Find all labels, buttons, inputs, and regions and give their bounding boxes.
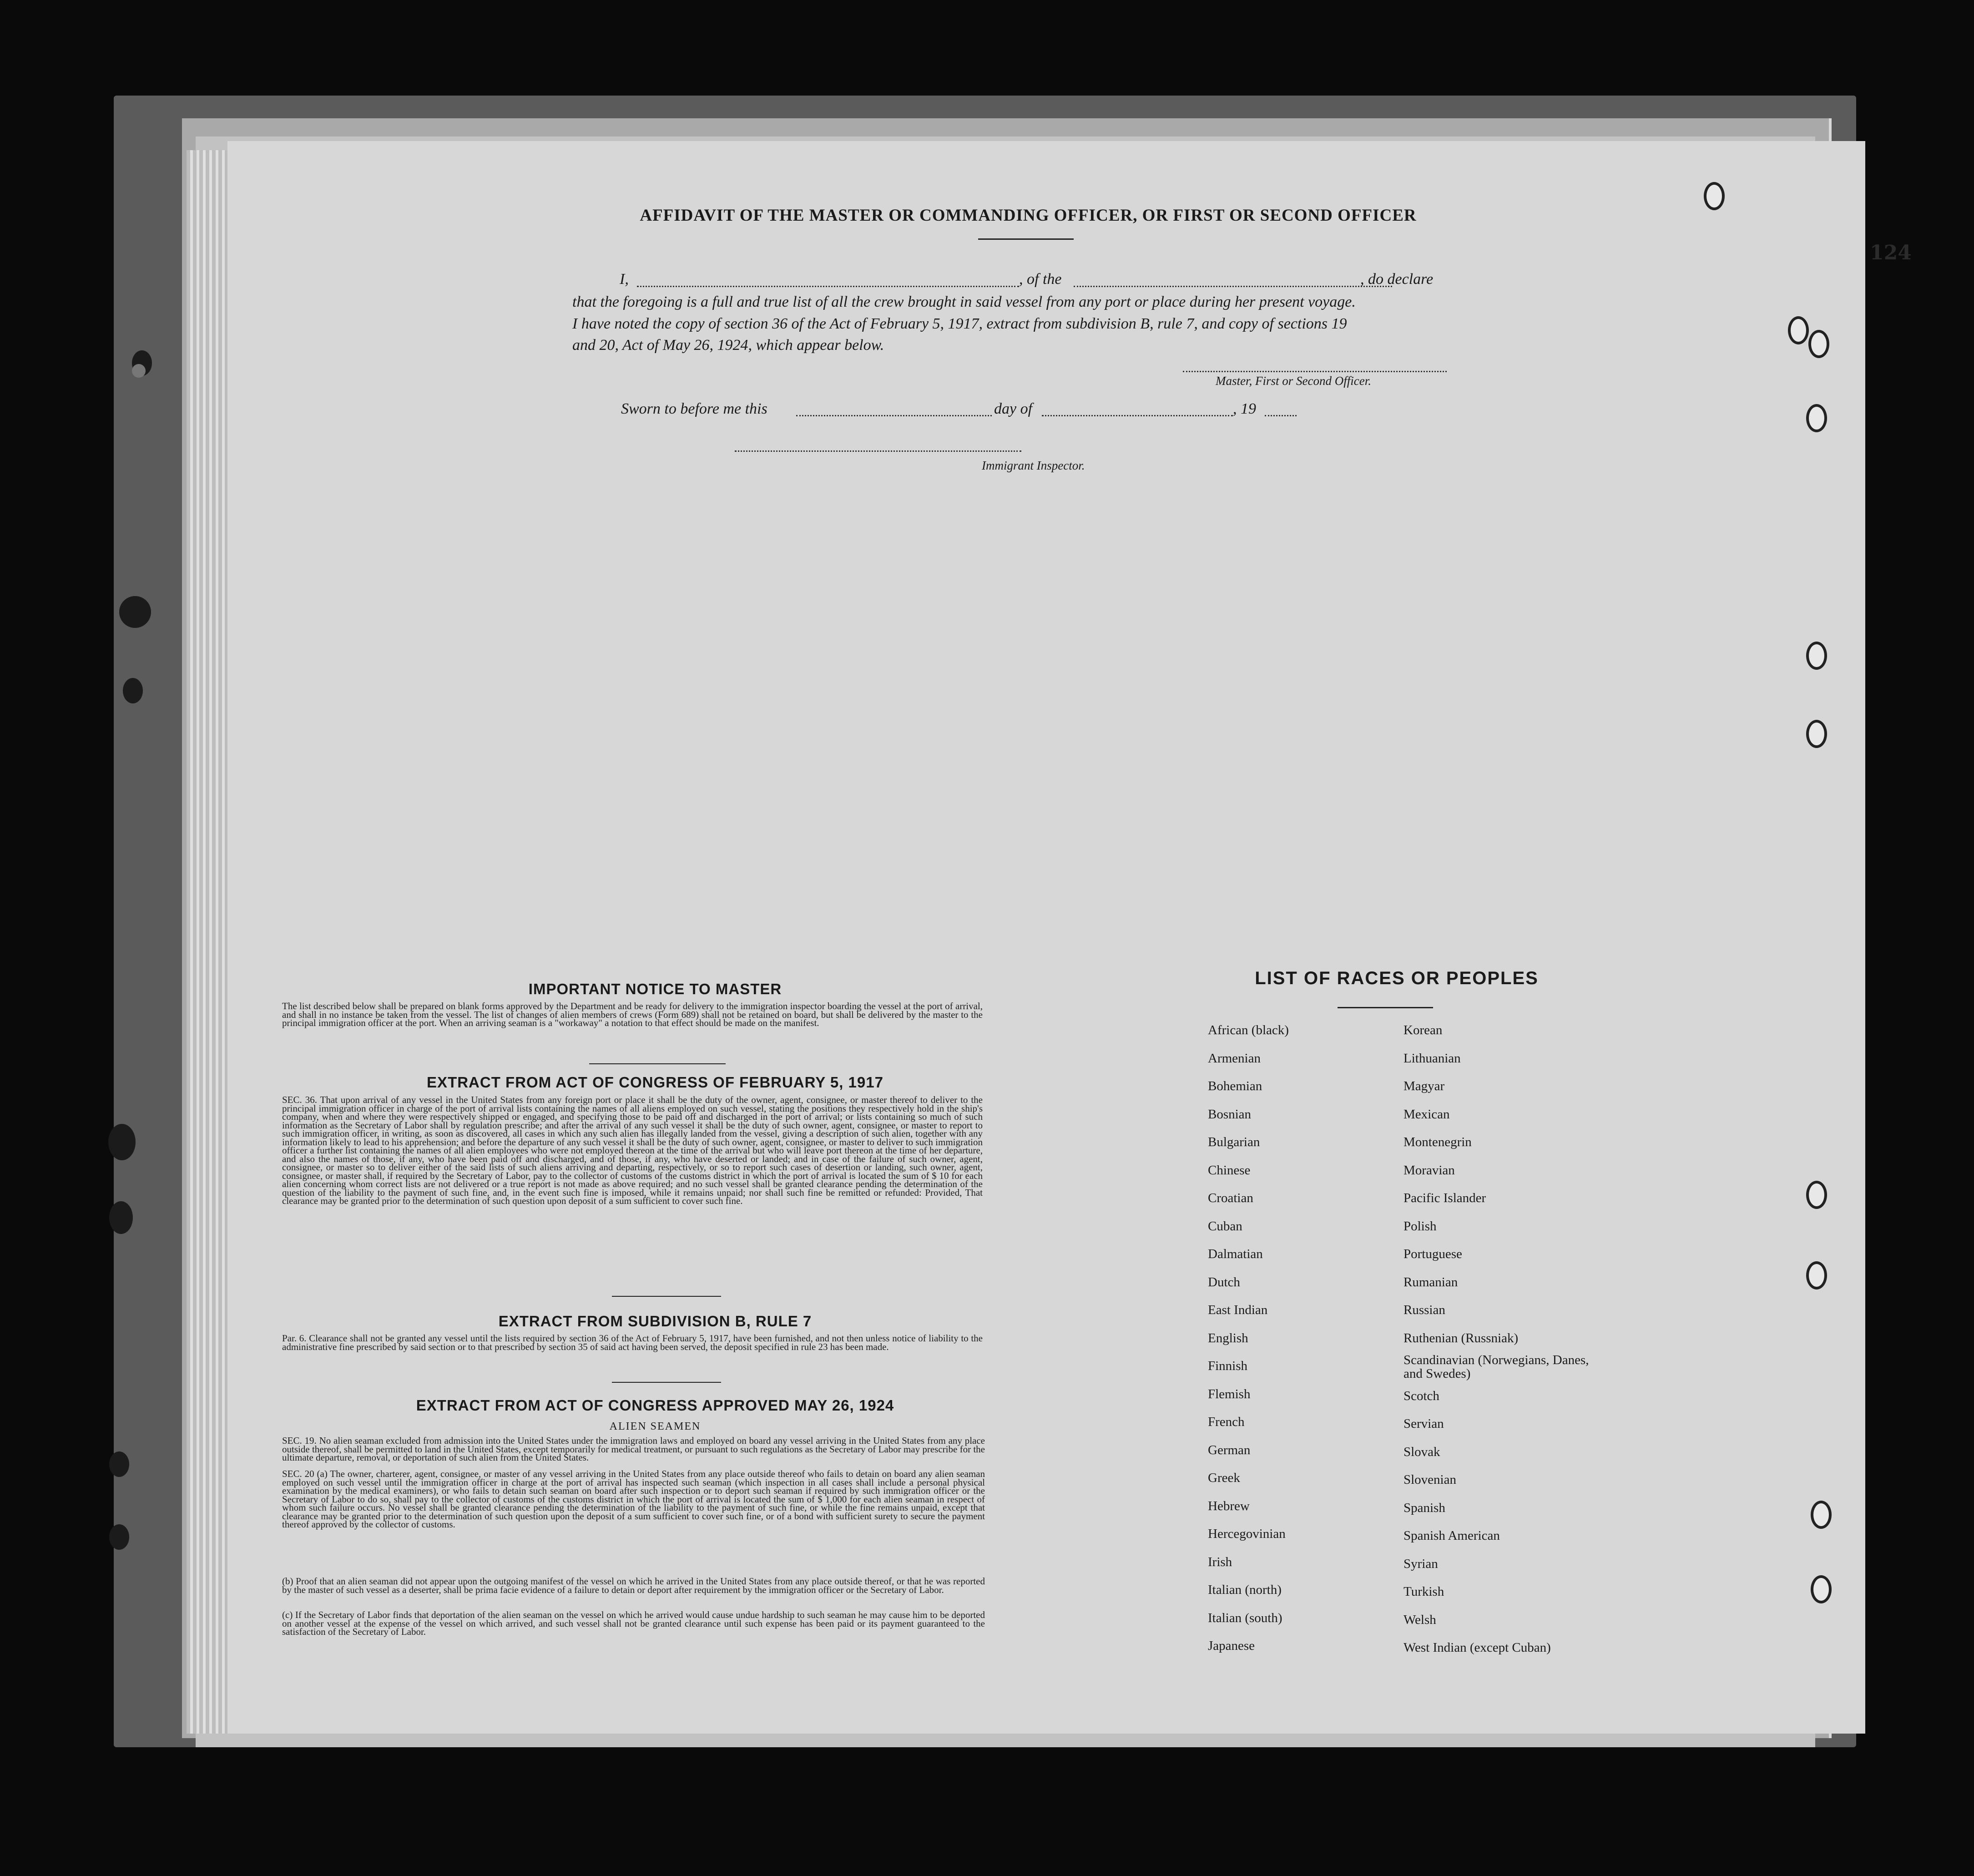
- race-item: Portuguese: [1404, 1247, 1462, 1261]
- race-item: Lithuanian: [1404, 1051, 1461, 1066]
- section-divider: [612, 1382, 721, 1383]
- race-item: French: [1208, 1415, 1245, 1429]
- binder-hole-icon: [1811, 1501, 1832, 1529]
- extract-1924-sec19: SEC. 19. No alien seaman excluded from admission into the United States under the immigration laws and employed on board any vessel arriving in the United States from any place outside thereof, shall be permitted to land in the United States, except temporarily for medical treatment, or pursuant to such regulations as the Secretary of Labor may prescribe for the ultimate departure, removal, or deportation of such alien from the United States.: [282, 1435, 985, 1463]
- binder-hole-icon: [1788, 316, 1809, 344]
- race-item: West Indian (except Cuban): [1404, 1640, 1551, 1655]
- races-title-underline: [1338, 1007, 1433, 1008]
- affidavit-line-4: and 20, Act of May 26, 1924, which appear below.: [572, 337, 884, 354]
- binder-hole-icon: [109, 1451, 129, 1477]
- section-divider: [589, 1063, 726, 1064]
- race-item: Servian: [1404, 1416, 1444, 1431]
- race-item: Welsh: [1404, 1612, 1436, 1627]
- binder-hole-icon: [1811, 1575, 1832, 1603]
- binder-hole-icon: [108, 1124, 136, 1160]
- race-item: Hercegovinian: [1208, 1527, 1286, 1541]
- race-item: Slovak: [1404, 1444, 1440, 1459]
- race-item: Moravian: [1404, 1163, 1455, 1178]
- binder-hole-icon: [119, 596, 151, 628]
- race-item: African (black): [1208, 1023, 1289, 1037]
- binder-hole-icon: [1806, 1261, 1827, 1289]
- extract-rule7-title: EXTRACT FROM SUBDIVISION B, RULE 7: [498, 1313, 812, 1330]
- race-item: Magyar: [1404, 1079, 1445, 1093]
- extract-1924-sec20a: SEC. 20 (a) The owner, charterer, agent, consignee, or master of any vessel arriving in the United States from any place outside thereof who fails to detain on board any alien seaman employed on such vessel until the immigration officer in charge at the port of arrival has inspected such seaman (which inspection in all cases shall include a personal physical examination by the medical examiners), or who fails to detain such seaman on board after such inspection or to deport such seaman if required by such immigration officer or the Secretary of Labor to do so, shall pay to the collector of customs of the customs district in which the port of arrival is located the sum of $ 1,000 for each alien seaman in respect of whom such failure occurs. No vessel shall be granted clearance pending the determination of the liability to the payment of such fine, or while the fine remains unpaid, except that clearance may be granted prior to the determination of such question upon the deposit of a sum sufficient to cover such fine, or of a bond with sufficient surety to secure the payment thereof approved by the collector of customs.: [282, 1468, 985, 1530]
- affidavit-line-3: I have noted the copy of section 36 of the Act of February 5, 1917, extract from subdivision B, rule 7, and copy of sections 19: [572, 315, 1347, 332]
- title-underline: [978, 238, 1074, 240]
- binder-hole-icon: [1806, 720, 1827, 748]
- race-item: Finnish: [1208, 1359, 1248, 1373]
- binder-hole-icon: [123, 678, 143, 703]
- race-item: Armenian: [1208, 1051, 1261, 1066]
- race-item: Spanish American: [1404, 1528, 1500, 1543]
- race-item: Scandinavian (Norwegians, Danes, and Swedes): [1404, 1353, 1589, 1381]
- race-item: Flemish: [1208, 1386, 1251, 1401]
- race-item: Bosnian: [1208, 1107, 1252, 1122]
- name-blank-line: [637, 286, 1019, 287]
- year-label: , 19: [1233, 400, 1256, 417]
- race-item: Scotch: [1404, 1388, 1439, 1403]
- page-edge-stack: [187, 150, 232, 1734]
- race-item: Dutch: [1208, 1274, 1240, 1289]
- binder-hole-icon: [109, 1524, 129, 1550]
- race-item: Montenegrin: [1404, 1135, 1472, 1149]
- race-item: Croatian: [1208, 1191, 1253, 1205]
- master-signature-line: [1183, 371, 1447, 372]
- affidavit-of-label: , of the: [1019, 271, 1062, 288]
- year-blank: [1265, 415, 1297, 416]
- race-item: Italian (north): [1208, 1583, 1282, 1597]
- extract-1924-title: EXTRACT FROM ACT OF CONGRESS APPROVED MAY 26, 1924: [416, 1397, 894, 1414]
- race-item: Greek: [1208, 1471, 1240, 1485]
- binder-hole-icon: [1806, 642, 1827, 670]
- race-item: Chinese: [1208, 1163, 1251, 1178]
- notice-text: The list described below shall be prepared on blank forms approved by the Department and be ready for delivery to the immigration inspector boarding the vessel at the port of arrival, and shall in no instance be taken from the vessel. The list of changes of alien members of crews (Form 689) shall not be retained on board, but shall be delivered by the master to the principal immigration officer at the port. When an arriving seaman is a "workaway" a notation to that effect should be made on the manifest.: [282, 1001, 983, 1028]
- race-item: Ruthenian (Russniak): [1404, 1330, 1519, 1345]
- day-of-label: day of: [994, 400, 1033, 417]
- race-item: Syrian: [1404, 1556, 1438, 1571]
- race-item: Irish: [1208, 1554, 1232, 1569]
- race-item: Polish: [1404, 1219, 1437, 1234]
- race-item: English: [1208, 1330, 1248, 1345]
- binder-hole-icon: [1806, 404, 1827, 432]
- sworn-label: Sworn to before me this: [621, 400, 767, 417]
- race-item: Slovenian: [1404, 1472, 1456, 1487]
- inspector-signature-line: [735, 450, 1021, 452]
- alien-seamen-subtitle: ALIEN SEAMEN: [609, 1421, 701, 1432]
- race-item: Korean: [1404, 1023, 1443, 1037]
- section-divider: [612, 1296, 721, 1297]
- sworn-day-blank: [796, 415, 992, 416]
- binder-hole-icon: [1704, 182, 1725, 210]
- notice-title: IMPORTANT NOTICE TO MASTER: [528, 981, 782, 997]
- extract-1924-sec20b: (b) Proof that an alien seaman did not appear upon the outgoing manifest of the vessel on which he arrived in the United States from any place outside thereof, or that he was reported by the master of such vessel as a deserter, shall be prima facie evidence of a failure to detain or deport after requirement by the immigration officer or the Secretary of Labor.: [282, 1576, 985, 1595]
- race-item: Cuban: [1208, 1219, 1242, 1234]
- binder-hole-icon: [1808, 330, 1829, 358]
- race-item: Pacific Islander: [1404, 1191, 1486, 1205]
- race-item: Mexican: [1404, 1107, 1450, 1122]
- extract-1924-sec20c: (c) If the Secretary of Labor finds that deportation of the alien seaman on the vessel on which he arrived would cause undue hardship to such seaman he may cause him to be deported on another vessel at the expense of the vessel on which arrived, and such vessel shall not be granted clearance until such expense has been paid or its payment guaranteed to the satisfaction of the Secretary of Labor.: [282, 1609, 985, 1637]
- extract-1917-text: SEC. 36. That upon arrival of any vessel in the United States from any foreign port or place it shall be the duty of the owner, agent, consignee, or master thereof to deliver to the principal immigration officer in charge of the port of arrival lists containing the names of all aliens employed on such vessel, stating the positions they respectively hold in the ship's company, when and where they were respectively shipped or engaged, and specifying those to be paid off and discharged in the port of arrival; or lists containing so much of such information as the Secretary of Labor shall by regulation prescribe; and after the arrival of any such vessel it shall be the duty of such owner, agent, consignee, or master to report to such immigration officer, in writing, as soon as discovered, all cases in which any such alien has illegally landed from the vessel, giving a description of such alien, together with any information likely to lead to his apprehension; and before the departure of any such vessel it shall be the duty of such owner, agent, consignee, or master to deliver to such immigration officer a further list containing the names of all alien employees who were not employed thereon at the time of the arrival but who will leave port thereon at the time of her departure, and also the names of those, if any, who have been paid off and discharged, and of those, if any, who have deserted or landed; and in case of the failure of such owner, agent, consignee, or master so to deliver either of the said lists of such aliens arriving and departing, respectively, or so to report such cases of desertion or landing, such owner, agent, consignee, or master shall, if required by the Secretary of Labor, pay to the collector of customs of the customs district in which the port of arrival is located the sum of $ 10 for each alien concerning whom correct lists are not delivered or a true report is not made as above required; and no such vessel shall be granted clearance pending the determination of the question of the liability to the payment of such fine, and, in the event such fine is imposed, while it remains unpaid; nor shall such fine be remitted or refunded: Provided, That clearance may be granted prior to the determination of such question upon deposit of a sum sufficient to cover such fine.: [282, 1094, 983, 1206]
- binder-hole-icon: [132, 364, 146, 378]
- affidavit-line-2: that the foregoing is a full and true list of all the crew brought in said vessel from any port or place during her present voyage.: [572, 293, 1356, 310]
- race-item: East Indian: [1208, 1303, 1268, 1317]
- race-item: German: [1208, 1442, 1251, 1457]
- master-signature-label: Master, First or Second Officer.: [1216, 374, 1371, 388]
- race-item: Turkish: [1404, 1584, 1444, 1599]
- page-number: 124: [1870, 241, 1912, 264]
- race-item: Japanese: [1208, 1638, 1255, 1653]
- inspector-signature-label: Immigrant Inspector.: [982, 459, 1085, 472]
- extract-rule7-text: Par. 6. Clearance shall not be granted any vessel until the lists required by section 36 of the Act of February 5, 1917, have been furnished, and not then unless notice of liability to the administrative fine prescribed by said section or to that prescribed by section 35 of said act having been served, the deposit specified in rule 23 has been made.: [282, 1333, 983, 1352]
- binder-hole-icon: [1806, 1181, 1827, 1209]
- race-item: Bohemian: [1208, 1079, 1262, 1093]
- vessel-blank-line: [1074, 286, 1392, 287]
- affidavit-i-label: I,: [620, 271, 629, 288]
- month-blank: [1042, 415, 1233, 416]
- race-item: Dalmatian: [1208, 1247, 1263, 1261]
- affidavit-declare-label: , do declare: [1360, 271, 1434, 288]
- races-title: LIST OF RACES OR PEOPLES: [1255, 968, 1539, 988]
- extract-1917-title: EXTRACT FROM ACT OF CONGRESS OF FEBRUARY 5, 1917: [427, 1074, 884, 1091]
- race-item: Bulgarian: [1208, 1135, 1260, 1149]
- race-item: Hebrew: [1208, 1498, 1250, 1513]
- binder-hole-icon: [109, 1201, 133, 1234]
- affidavit-title: AFFIDAVIT OF THE MASTER OR COMMANDING OFFICER, OR FIRST OR SECOND OFFICER: [640, 206, 1417, 225]
- race-item: Italian (south): [1208, 1610, 1282, 1625]
- race-item: Spanish: [1404, 1500, 1445, 1515]
- race-item: Rumanian: [1404, 1274, 1458, 1289]
- race-item: Russian: [1404, 1303, 1445, 1317]
